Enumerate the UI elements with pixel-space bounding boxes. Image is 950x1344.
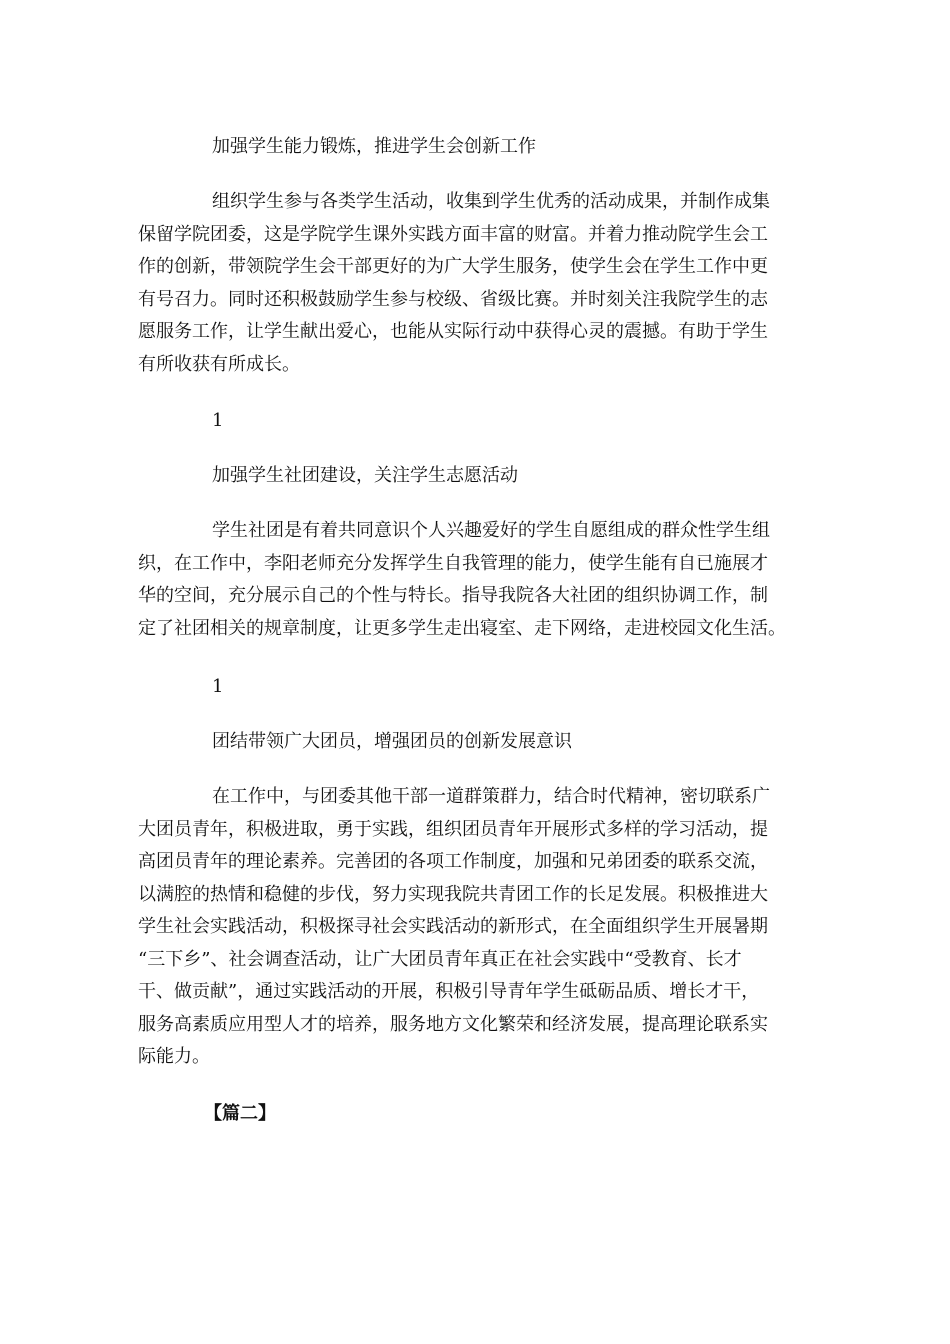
paragraph-line: 作的创新，带领院学生会干部更好的为广大学生服务，使学生会在学生工作中更 [138, 256, 768, 277]
paragraph-line: 学生社团是有着共同意识个人兴趣爱好的学生自愿组成的群众性学生组 [212, 520, 770, 541]
paragraph-line: 干、做贡献”，通过实践活动的开展，积极引导青年学生砥砺品质、增长才干， [138, 981, 760, 1002]
paragraph-line: 大团员青年，积极进取，勇于实践，组织团员青年开展形式多样的学习活动，提 [138, 818, 768, 840]
paragraph-line: 保留学院团委，这是学院学生课外实践方面丰富的财富。并着力推动院学生会工 [138, 223, 768, 245]
paragraph-line: 织，在工作中，李阳老师充分发挥学生自我管理的能力，使学生能有自已施展才 [138, 552, 768, 574]
paragraph-line: 愿服务工作，让学生献出爱心，也能从实际行动中获得心灵的震撼。有助于学生 [138, 321, 768, 342]
page-number: 1 [212, 410, 224, 431]
paragraph-line: 服务高素质应用型人才的培养，服务地方文化繁荣和经济发展，提高理论联系实 [138, 1013, 768, 1035]
paragraph-line: 组织学生参与各类学生活动，收集到学生优秀的活动成果，并制作成集 [212, 191, 770, 212]
section-heading-2: 加强学生社团建设，关注学生志愿活动 [212, 465, 518, 486]
part-marker: 【篇二】 [204, 1103, 276, 1124]
paragraph-line: 高团员青年的理论素养。完善团的各项工作制度，加强和兄弟团委的联系交流， [138, 851, 768, 872]
paragraph-line: 定了社团相关的规章制度，让更多学生走出寝室、走下网络，走进校园文化生活。 [138, 617, 786, 639]
paragraph-line: 际能力。 [138, 1046, 210, 1067]
section-heading-3: 团结带领广大团员，增强团员的创新发展意识 [212, 731, 572, 752]
paragraph-line: 有号召力。同时还积极鼓励学生参与校级、省级比赛。并时刻关注我院学生的志 [138, 288, 768, 310]
paragraph-line: 在工作中，与团委其他干部一道群策群力，结合时代精神，密切联系广 [212, 786, 770, 807]
paragraph-line: 华的空间，充分展示自己的个性与特长。指导我院各大社团的组织协调工作，制 [138, 585, 768, 606]
paragraph-line: 以满腔的热情和稳健的步伐，努力实现我院共青团工作的长足发展。积极推进大 [138, 883, 768, 905]
paragraph-line: “三下乡”、社会调查活动，让广大团员青年真正在社会实践中“受教育、长才 [138, 948, 742, 970]
paragraph-line: 有所收获有所成长。 [138, 353, 300, 375]
page-number: 1 [212, 676, 224, 697]
paragraph-line: 学生社会实践活动，积极探寻社会实践活动的新形式，在全面组织学生开展暑期 [138, 916, 768, 937]
section-heading-1: 加强学生能力锻炼，推进学生会创新工作 [212, 136, 536, 157]
